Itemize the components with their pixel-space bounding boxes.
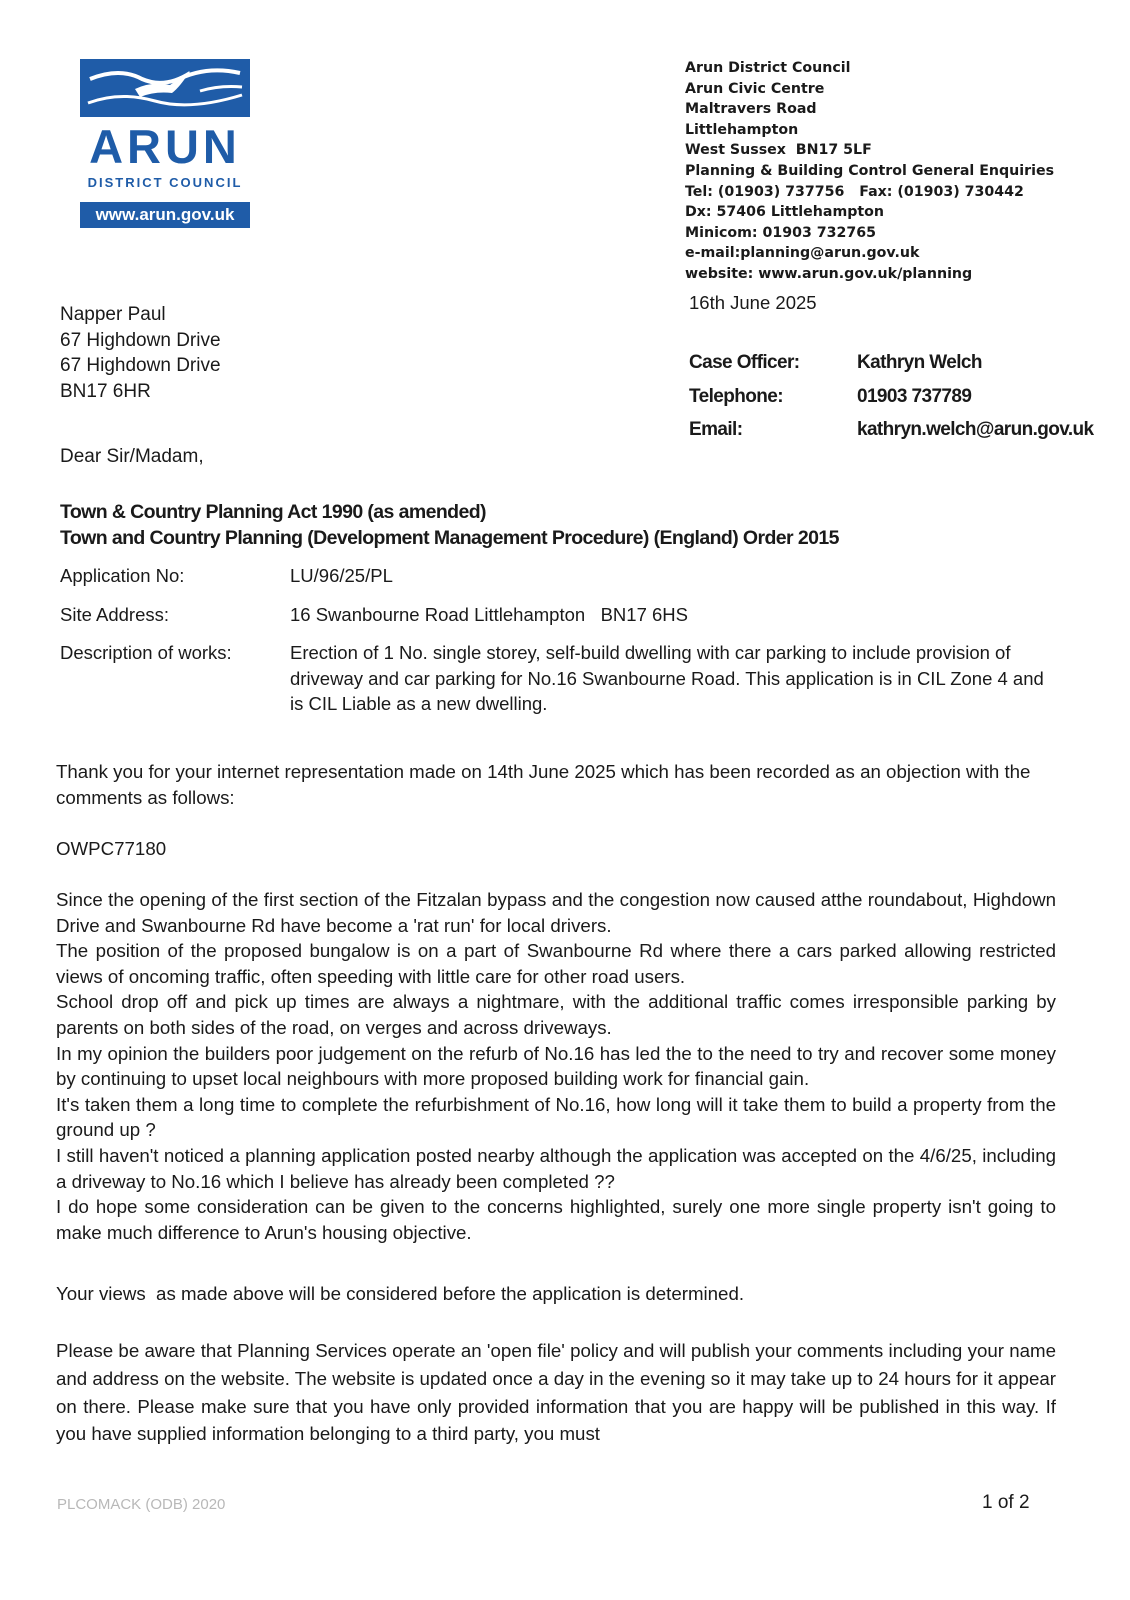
case-officer-label: Case Officer:: [689, 352, 800, 373]
address-line: Arun Civic Centre: [685, 80, 825, 97]
address-line: Tel: (01903) 737756 Fax: (01903) 730442: [685, 183, 1024, 200]
act-title: Town & Country Planning Act 1990 (as amended): [60, 501, 486, 523]
comment-paragraph: In my opinion the builders poor judgement on the refurb of No.16 has led the to the need to try and recover some money by continuing to upset local neighbours with more proposed building work for financial gain.: [56, 1042, 1056, 1090]
recipient-line: BN17 6HR: [60, 380, 151, 402]
address-line: Maltravers Road: [685, 101, 817, 118]
views-paragraph: Your views as made above will be considered before the application is determined.: [56, 1283, 745, 1304]
address-line: Littlehampton: [685, 121, 799, 138]
application-no-label: Application No:: [60, 565, 185, 586]
council-address: [685, 58, 1105, 285]
logo-subtitle: DISTRICT COUNCIL: [87, 175, 243, 190]
case-officer-name: Kathryn Welch: [857, 352, 982, 373]
address-line: e-mail:planning@arun.gov.uk: [685, 245, 920, 262]
recipient-line: 67 Highdown Drive: [60, 329, 221, 351]
telephone-label: Telephone:: [689, 385, 783, 407]
comment-paragraph: I still haven't noticed a planning application posted nearby although the application was accepted on the 4/6/25, including a driveway to No.16 which I believe has already been completed ??: [56, 1144, 1056, 1192]
open-file-notice: Please be aware that Planning Services operate an 'open file' policy and will publish your comments including your name and address on the website. The website is updated once a day in the evening so it may take up to 24 hours for it appear on there. Please make sure that you have only provided information that you are happy will be published in this way. If you have supplied information belonging to a third party, you must: [56, 1340, 1056, 1445]
recipient-address: [60, 302, 221, 404]
recipient-line: Napper Paul: [60, 304, 166, 325]
application-no: LU/96/25/PL: [290, 565, 393, 586]
letter-date: 16th June 2025: [689, 292, 817, 313]
seagull-waves-icon: [80, 59, 250, 117]
address-line: Minicom: 01903 732765: [685, 224, 877, 241]
telephone-value: 01903 737789: [857, 385, 972, 407]
site-address: 16 Swanbourne Road Littlehampton BN17 6HS: [290, 603, 689, 625]
email-value: kathryn.welch@arun.gov.uk: [857, 419, 1094, 440]
council-logo: [80, 59, 250, 231]
comment-paragraph: The position of the proposed bungalow is on a part of Swanbourne Rd where there a cars parked allowing restricted views of oncoming traffic, often speeding with little care for other road users.: [56, 940, 1056, 987]
comment-paragraph: It's taken them a long time to complete the refurbishment of No.16, how long will it take them to build a property from the ground up ?: [56, 1093, 1056, 1141]
description-label: Description of works:: [60, 642, 232, 663]
email-label: Email:: [689, 419, 743, 440]
recipient-line: 67 Highdown Drive: [60, 355, 221, 376]
address-line: Arun District Council: [685, 60, 851, 76]
site-address-label: Site Address:: [60, 603, 170, 625]
representation-reference: OWPC77180: [56, 838, 167, 859]
act-title: Town and Country Planning (Development Management Procedure) (England) Order 2015: [60, 527, 839, 549]
address-line: website: www.arun.gov.uk/planning: [685, 265, 973, 282]
address-line: Dx: 57406 Littlehampton: [685, 204, 885, 221]
application-details: [60, 563, 1060, 730]
logo-url: www.arun.gov.uk: [80, 202, 250, 228]
description-of-works: Erection of 1 No. single storey, self-build dwelling with car parking to include provision of driveway and car parking for No.16 Swanbourne Road. This application is in CIL Zone 4 and is CIL Liable as a new dwelling.: [290, 642, 1044, 714]
footer-code: PLCOMACK (ODB) 2020: [57, 1496, 226, 1513]
comment-paragraph: Since the opening of the first section of the Fitzalan bypass and the congestion now caused atthe roundabout, Highdown Drive and Swanbourne Rd have become a 'rat run' for local drivers.: [56, 889, 1056, 936]
greeting: Dear Sir/Madam,: [60, 446, 204, 467]
address-line: Planning & Building Control General Enquiries: [685, 162, 1055, 179]
address-line: West Sussex BN17 5LF: [685, 142, 872, 159]
comment-paragraph: I do hope some consideration can be given to the concerns highlighted, surely one more single property isn't going to make much difference to Arun's housing objective.: [56, 1196, 1056, 1243]
act-titles: [60, 499, 839, 551]
comment-paragraph: School drop off and pick up times are always a nightmare, with the additional traffic comes irresponsible parking by parents on both sides of the road, on verges and across driveways.: [56, 991, 1056, 1038]
intro-paragraph: Thank you for your internet representation made on 14th June 2025 which has been recorded as an objection with the comments as follows:: [56, 761, 1031, 808]
objection-comments: [56, 887, 1056, 1245]
logo-name: ARUN: [89, 120, 241, 173]
page-number: 1 of 2: [982, 1492, 1030, 1513]
